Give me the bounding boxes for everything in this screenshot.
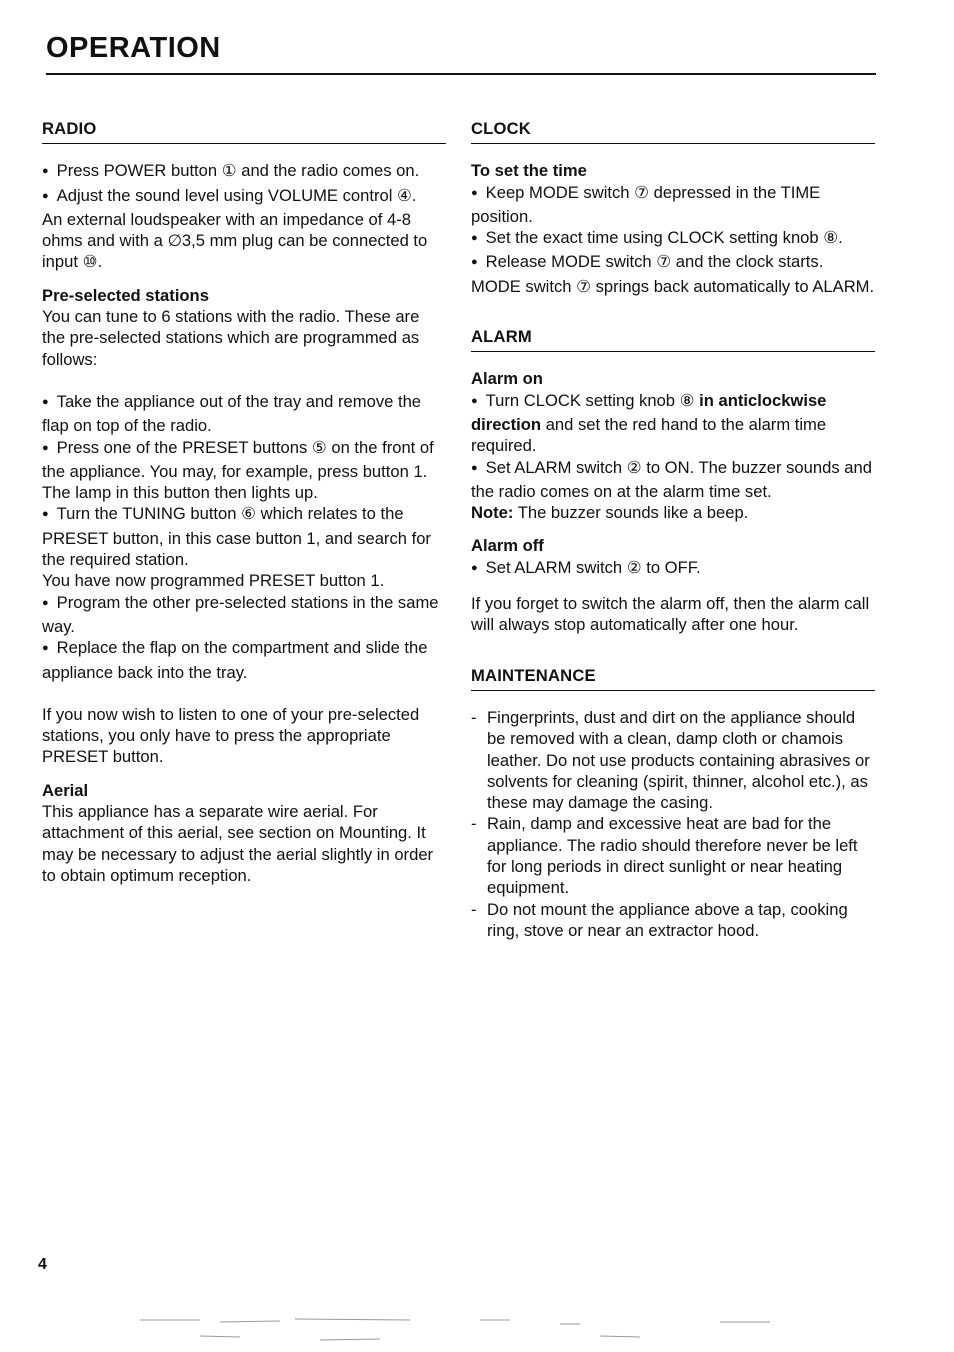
alarm-on-text-post: and set the red hand to the alarm time required. [471,414,827,456]
preselected-step: ● Program the other pre-selected stations in the same way. [42,592,446,638]
preselected-step: ● Replace the flap on the compartment and slide the appliance back into the tray. [42,637,446,683]
programmed-note: You have now programmed PRESET button 1. [42,571,385,591]
set-time-heading: To set the time [471,161,587,181]
alarm-forget-text: If you forget to switch the alarm off, then the alarm call will always stop automatically after one hour. [471,594,870,635]
preselected-step: ● Press one of the PRESET buttons ⑤ on the front of the appliance. You may, for example, press button 1. The lamp in this button then lights up. [42,437,446,504]
clock-bullet: ● Release MODE switch ⑦ and the clock starts. MODE switch ⑦ springs back automatically to ALARM. [471,251,875,297]
alarm-on-bullet [471,390,875,457]
alarm-on-heading: Alarm on [471,369,543,389]
radio-heading: RADIO [42,118,446,144]
aerial-heading: Aerial [42,780,89,800]
clock-bullet: ● Set the exact time using CLOCK setting knob ⑧. [471,227,875,251]
alarm-on-text-bold: in anticlockwise direction [471,390,827,434]
radio-bullet-volume: ● Adjust the sound level using VOLUME control ④. [42,185,446,209]
preselected-heading: Pre-selected stations [42,285,209,305]
maintenance-heading: MAINTENANCE [471,665,875,691]
maintenance-item: - Fingerprints, dust and dirt on the appliance should be removed with a clean, damp cloth or chamois leather. Do not use products containing abrasives or solvents for cleaning (spirit, thinner, alcohol etc.), as these may damage the casing. [471,707,875,813]
right-column [471,118,875,941]
note-text: The buzzer sounds like a beep. [513,503,749,523]
alarm-note [471,502,875,523]
aerial-text: This appliance has a separate wire aerial. For attachment of this aerial, see section on Mounting. It may be necessary to adjust the aerial slightly in order to obtain optimum reception. [42,802,434,885]
alarm-off-bullet: ● Set ALARM switch ② to OFF. [471,557,875,581]
radio-loudspeaker-text: An external loudspeaker with an impedance of 4-8 ohms and with a ∅3,5 mm plug can be connected to input ⑩. [42,209,428,272]
note-label: Note: [471,503,514,523]
preselected-step: ● Take the appliance out of the tray and remove the flap on top of the radio. [42,391,446,437]
scan-noise [80,1312,880,1352]
preselected-intro: You can tune to 6 stations with the radio. These are the pre-selected stations which are programmed as follows: [42,307,420,369]
alarm-heading: ALARM [471,326,875,352]
maintenance-item: - Rain, damp and excessive heat are bad for the appliance. The radio should therefore never be left for long periods in direct sunlight or near heating equipment. [471,813,875,898]
clock-bullet: ● Keep MODE switch ⑦ depressed in the TIME position. [471,182,875,228]
maintenance-item: - Do not mount the appliance above a tap, cooking ring, stove or near an extractor hood. [471,899,875,942]
listen-text: If you now wish to listen to one of your pre-selected stations, you only have to press the appropriate PRESET button. [42,704,420,767]
clock-heading: CLOCK [471,118,875,144]
alarm-on-bullet: ● Set ALARM switch ② to ON. The buzzer sounds and the radio comes on at the alarm time set. [471,457,875,503]
title-rule [46,73,876,75]
alarm-on-text-pre: Turn CLOCK setting knob ⑧ [485,390,700,410]
page-number: 4 [38,1256,47,1273]
page-title: OPERATION [46,32,221,64]
preselected-step: ● Turn the TUNING button ⑥ which relates to the PRESET button, in this case button 1, and search for the required station. [42,503,446,570]
alarm-off-heading: Alarm off [471,536,544,556]
radio-bullet-power: ● Press POWER button ① and the radio comes on. [42,160,446,184]
left-column [42,118,446,886]
